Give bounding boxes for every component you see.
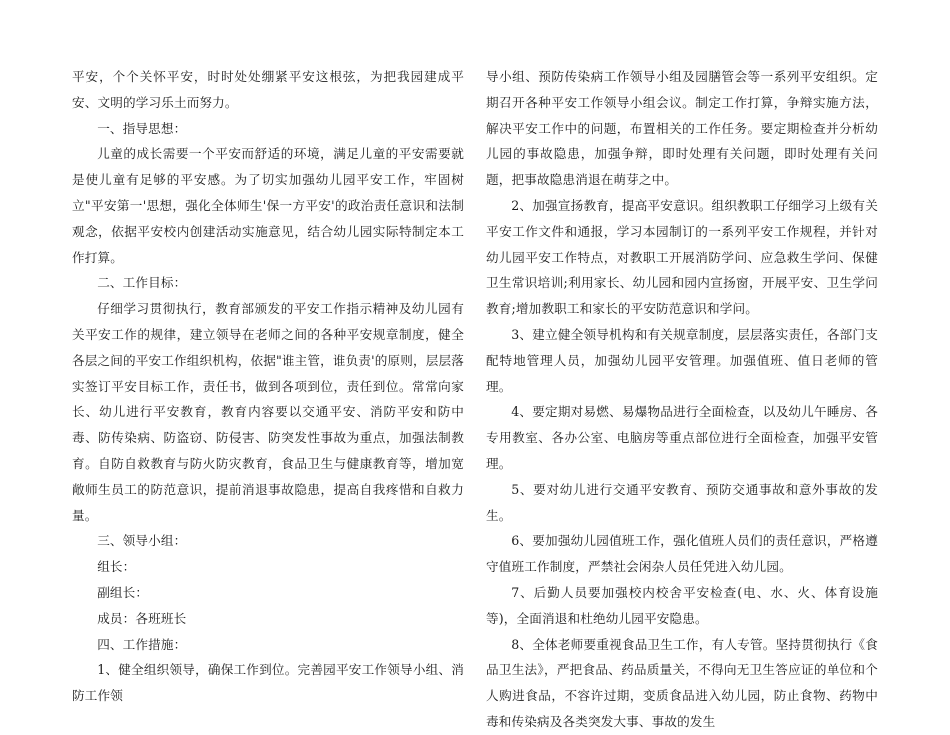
section-heading-work-goals: 二、工作目标： [97, 275, 187, 291]
measure-7: 7、后勤人员要加强校内校舍平安检查(电、水、火、体育设施等)，全面消退和杜绝幼儿园平安隐患。 [486, 584, 878, 626]
vice-leader-line: 副组长： [97, 584, 149, 600]
section-heading-work-measures: 四、工作措施： [97, 636, 187, 652]
measure-3: 3、建立健全领导机构和有关规章制度，层层落实责任，各部门支配特地管理人员，加强幼儿园平安管理。加强值班、值日老师的管理。 [486, 326, 878, 394]
section-heading-leadership-group: 三、领导小组： [97, 533, 187, 549]
intro-paragraph: 平安，个个关怀平安，时时处处绷紧平安这根弦，为把我园建成平安、文明的学习乐土而努力。 [72, 69, 464, 110]
measure-4: 4、要定期对易燃、易爆物品进行全面检查，以及幼儿午睡房、各专用教室、各办公室、电脑房等重点部位进行全面检查，加强平安管理。 [486, 404, 878, 471]
section-heading-guiding-ideology: 一、指导思想： [97, 120, 187, 136]
right-column [486, 64, 878, 735]
members-line: 成员：各班班长 [97, 610, 187, 626]
leader-line: 组长： [97, 559, 136, 575]
measure-8: 8、全体老师要重视食品卫生工作，有人专管。坚持贯彻执行《食品卫生法》，严把食品、药品质量关，不得向无卫生答应证的单位和个人购进食品，不容许过期，变质食品进入幼儿园，防止食物、药物中毒和传染病及各类突发大事、事故的发生 [486, 636, 878, 729]
measure-5: 5、要对幼儿进行交通平安教育、预防交通事故和意外事故的发生。 [486, 481, 878, 523]
work-goals-paragraph: 仔细学习贯彻执行，教育部颁发的平安工作指示精神及幼儿园有关平安工作的规律，建立领导在老师之间的各种平安规章制度，健全各层之间的平安工作组织机构，依据"谁主管，谁负责'的原则，层层落实签订平安目标工作，责任书，做到各项到位，责任到位。常常向家长、幼儿进行平安教育，教育内容要以交通平安、消防平安和防中毒、防传染病、防盗窃、防侵害、防突发性事故为重点，加强法制教育。自防自救教育与防火防灾教育，食品卫生与健康教育等，增加宽敞师生员工的防范意识，提前消退事故隐患，提高自我疼惜和自救力量。 [72, 301, 464, 523]
left-column [72, 64, 464, 709]
measure-2: 2、加强宣扬教育，提高平安意识。组织教职工仔细学习上级有关平安工作文件和通报，学习本园制订的一系列平安工作规程，并针对幼儿园平安工作特点，对教职工开展消防学问、应急救生学问、保健卫生常识培训;利用家长、幼儿园和园内宣扬窗，开展平安、卫生学问教育;增加教职工和家长的平安防范意识和学问。 [486, 197, 878, 317]
measure-1-start: 1、健全组织领导，确保工作到位。完善园平安工作领导小组、消防工作领 [72, 662, 464, 704]
guiding-ideology-paragraph: 儿童的成长需要一个平安而舒适的环境，满足儿童的平安需要就是使儿童有足够的平安感。为了切实加强幼儿园平安工作，牢固树立"平安第一'思想，强化全体师生'保一方平安'的政治责任意识和法制观念，依据平安校内创建活动实施意见，结合幼儿园实际特制定本工作打算。 [72, 146, 464, 265]
measure-6: 6、要加强幼儿园值班工作，强化值班人员们的责任意识，严格遵守值班工作制度，严禁社会闲杂人员任凭进入幼儿园。 [486, 533, 878, 575]
measure-1-continued: 导小组、预防传染病工作领导小组及园膳管会等一系列平安组织。定期召开各种平安工作领导小组会议。制定工作打算，争辩实施方法，解决平安工作中的问题，布置相关的工作任务。要定期检查并分析幼儿园的事故隐患，加强争辩，即时处理有关问题，即时处理有关问题，把事故隐患消退在萌芽之中。 [486, 69, 878, 188]
